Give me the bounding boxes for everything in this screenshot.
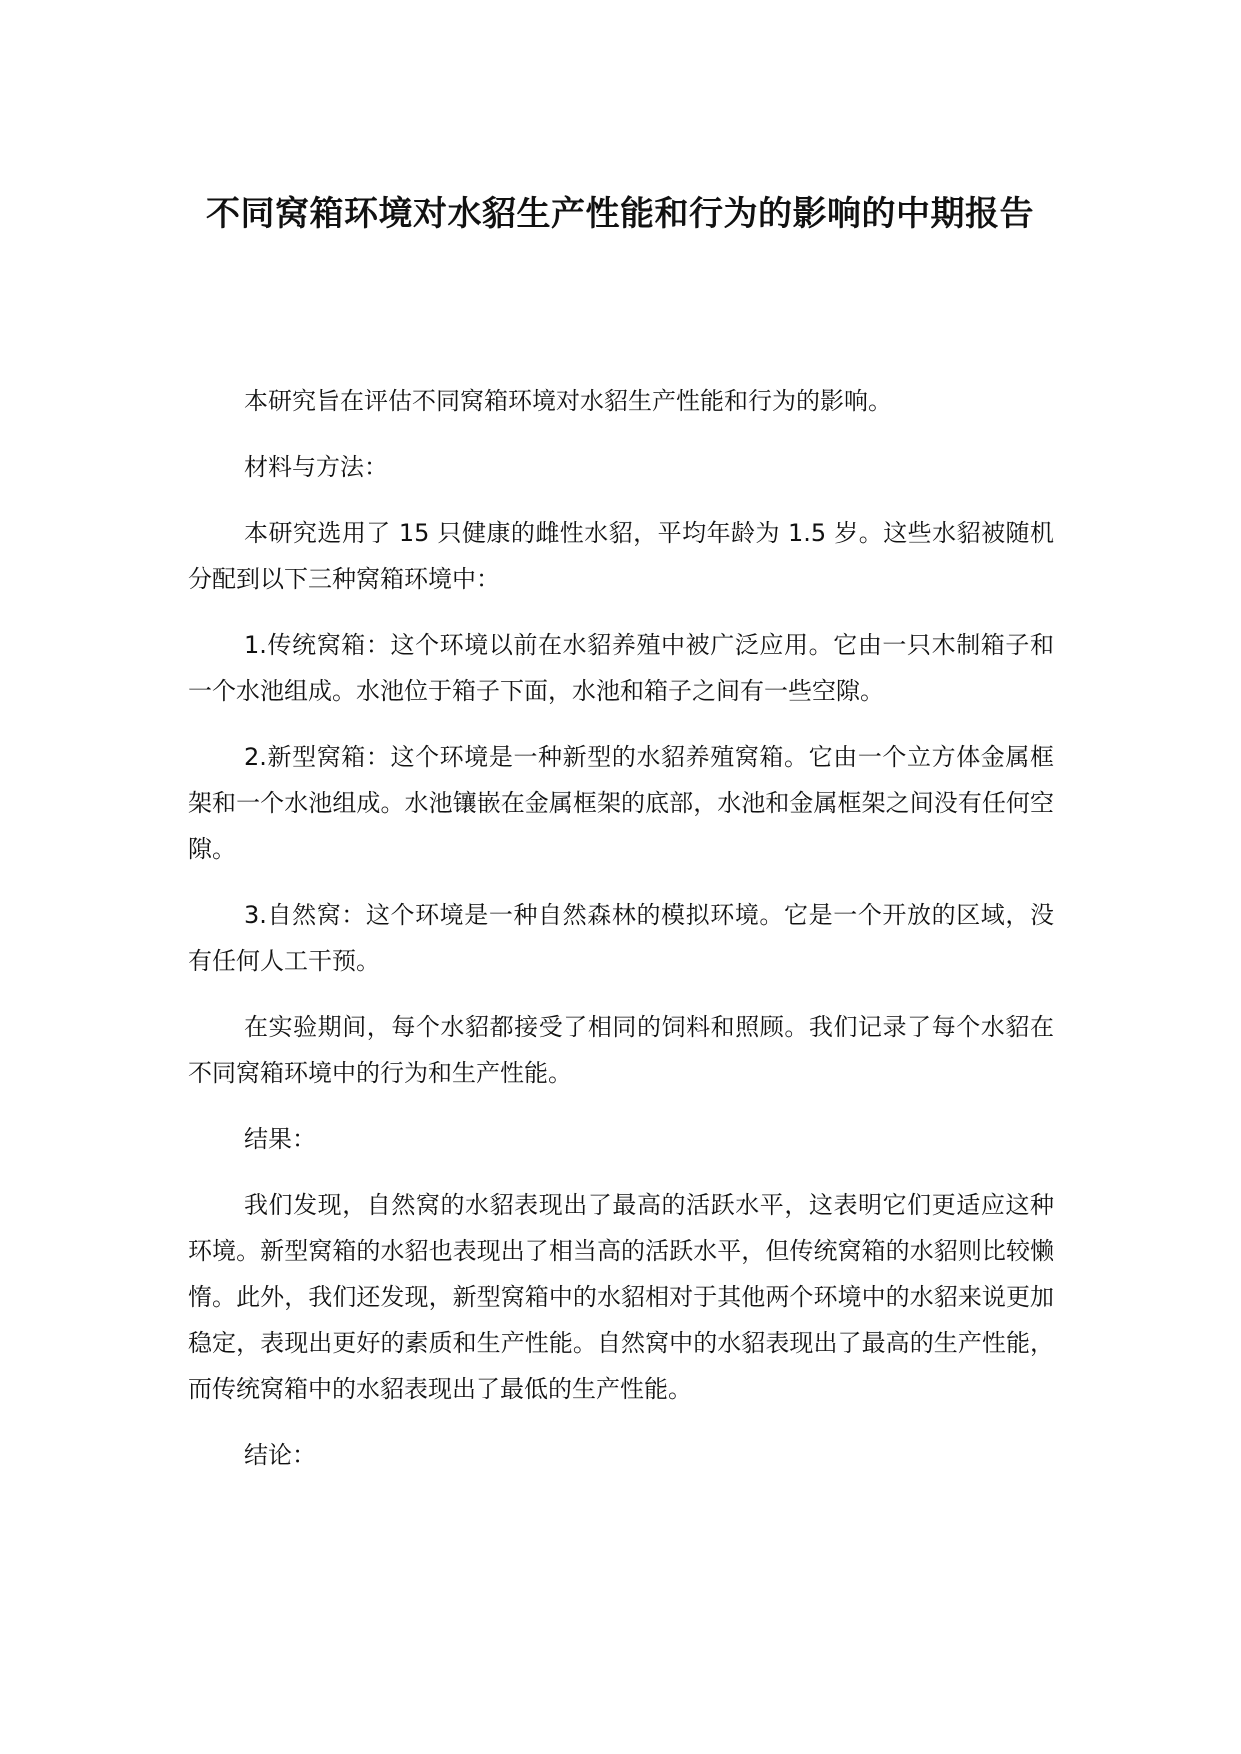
results-heading: 结果： (244, 1125, 316, 1153)
results-paragraph: 我们发现，自然窝的水貂表现出了最高的活跃水平，这表明它们更适应这种环境。新型窝箱的水貂也表现出了相当高的活跃水平，但传统窝箱的水貂则比较懒惰。此外，我们还发现，新型窝箱中的水貂相对于其他两个环境中的水貂来说更加稳定，表现出更好的素质和生产性能。自然窝中的水貂表现出了最高的生产性能，而传统窝箱中的水貂表现出了最低的生产性能。 (188, 1191, 1054, 1403)
traditional-box-paragraph: 1.传统窝箱：这个环境以前在水貂养殖中被广泛应用。它由一只木制箱子和一个水池组成。水池位于箱子下面，水池和箱子之间有一些空隙。 (188, 631, 1054, 705)
methods-heading: 材料与方法： (244, 453, 388, 481)
procedure-paragraph: 在实验期间，每个水貂都接受了相同的饲料和照顾。我们记录了每个水貂在不同窝箱环境中的行为和生产性能。 (188, 1013, 1054, 1087)
conclusion-heading: 结论： (244, 1441, 316, 1469)
natural-nest-paragraph: 3.自然窝：这个环境是一种自然森林的模拟环境。它是一个开放的区域，没有任何人工干预。 (188, 901, 1054, 975)
document-body (188, 378, 1054, 1498)
methods-subjects-paragraph: 本研究选用了 15 只健康的雌性水貂，平均年龄为 1.5 岁。这些水貂被随机分配到以下三种窝箱环境中： (188, 519, 1054, 593)
document-title: 不同窝箱环境对水貂生产性能和行为的影响的中期报告 (206, 194, 1034, 234)
intro-paragraph: 本研究旨在评估不同窝箱环境对水貂生产性能和行为的影响。 (244, 387, 892, 415)
new-box-paragraph: 2.新型窝箱：这个环境是一种新型的水貂养殖窝箱。它由一个立方体金属框架和一个水池组成。水池镶嵌在金属框架的底部，水池和金属框架之间没有任何空隙。 (188, 743, 1054, 863)
